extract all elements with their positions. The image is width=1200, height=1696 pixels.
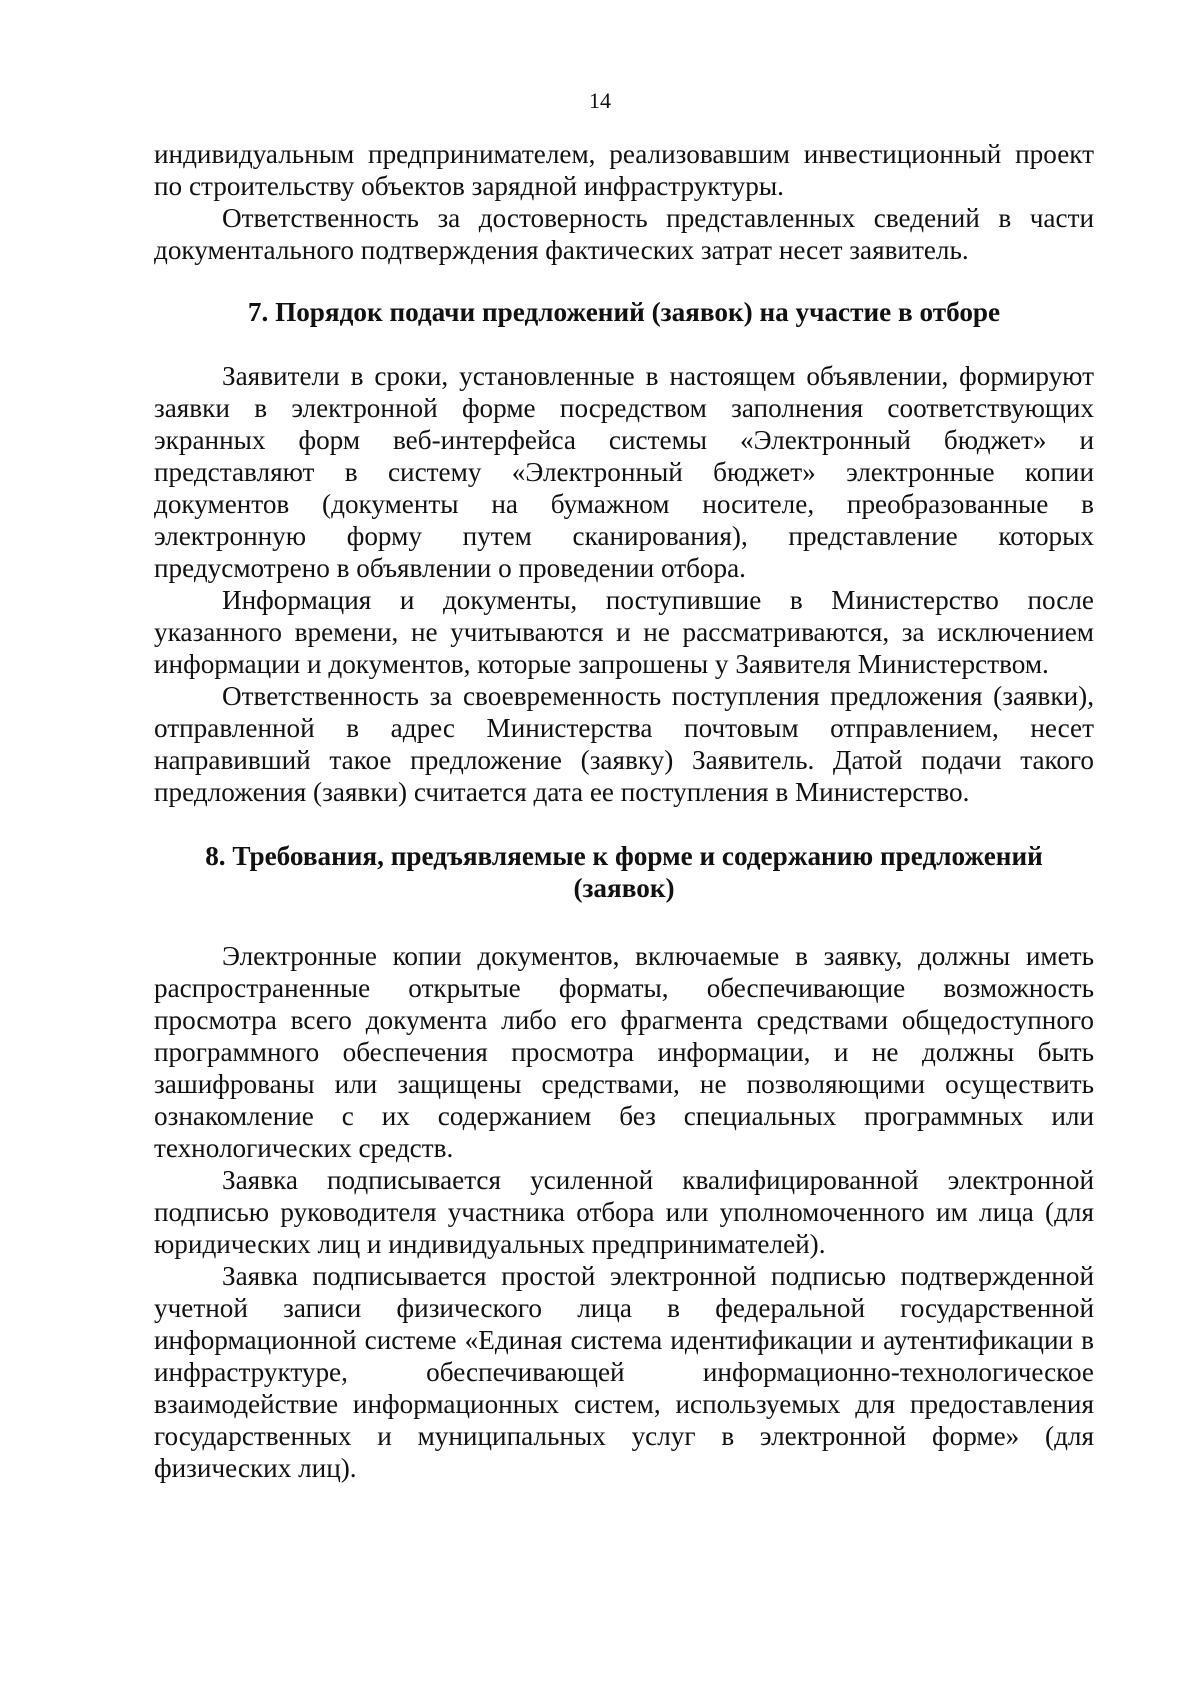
section-8-heading xyxy=(154,840,1094,904)
section-7-paragraph-1: Заявители в сроки, установленные в настоящем объявлении, формируют заявки в электронной форме посредством заполнения соответствующих экранных форм веб-интерфейса системы «Электронный бюджет» и представляют в систему «Электронный бюджет» электронные копии документов (документы на бумажном носителе, преобразованные в электронную форму путем сканирования), представление которых предусмотрено в объявлении о проведении отбора. xyxy=(154,361,1094,583)
section-8-paragraph-2: Заявка подписывается усиленной квалифицированной электронной подписью руководителя участника отбора или уполномоченного им лица (для юридических лиц и индивидуальных предпринимателей). xyxy=(154,1165,1094,1259)
section-7-paragraph-2: Информация и документы, поступившие в Министерство после указанного времени, не учитываются и не рассматриваются, за исключением информации и документов, которые запрошены у Заявителя Министерством. xyxy=(154,585,1094,679)
section-8-heading-line-2: (заявок) xyxy=(573,873,675,903)
paragraph-responsibility: Ответственность за достоверность представленных сведений в части документального подтверждения фактических затрат несет заявитель. xyxy=(154,203,1094,265)
section-7-paragraph-3: Ответственность за своевременность поступления предложения (заявки), отправленной в адрес Министерства почтовым отправлением, несет направивший такое предложение (заявку) Заявитель. Датой подачи такого предложения (заявки) считается дата ее поступления в Министерство. xyxy=(154,681,1094,807)
section-8-paragraph-1: Электронные копии документов, включаемые в заявку, должны иметь распространенные открытые форматы, обеспечивающие возможность просмотра всего документа либо его фрагмента средствами общедоступного программного обеспечения просмотра информации, и не должны быть зашифрованы или защищены средствами, не позволяющими осуществить ознакомление с их содержанием без специальных программных или технологических средств. xyxy=(154,941,1094,1163)
section-8-paragraph-3: Заявка подписывается простой электронной подписью подтвержденной учетной записи физического лица в федеральной государственной информационной системе «Единая система идентификации и аутентификации в инфраструктуре, обеспечивающей информационно-технологическое взаимодействие информационных систем, используемых для предоставления государственных и муниципальных услуг в электронной форме» (для физических лиц). xyxy=(154,1261,1094,1483)
section-7-heading: 7. Порядок подачи предложений (заявок) на участие в отборе xyxy=(247,297,1001,327)
document-body xyxy=(154,138,1094,1484)
page-number: 14 xyxy=(589,88,611,113)
section-8-heading-line-1: 8. Требования, предъявляемые к форме и содержанию предложений xyxy=(205,841,1043,871)
paragraph-continuation: индивидуальным предпринимателем, реализовавшим инвестиционный проект по строительству объектов зарядной инфраструктуры. xyxy=(154,139,1094,201)
